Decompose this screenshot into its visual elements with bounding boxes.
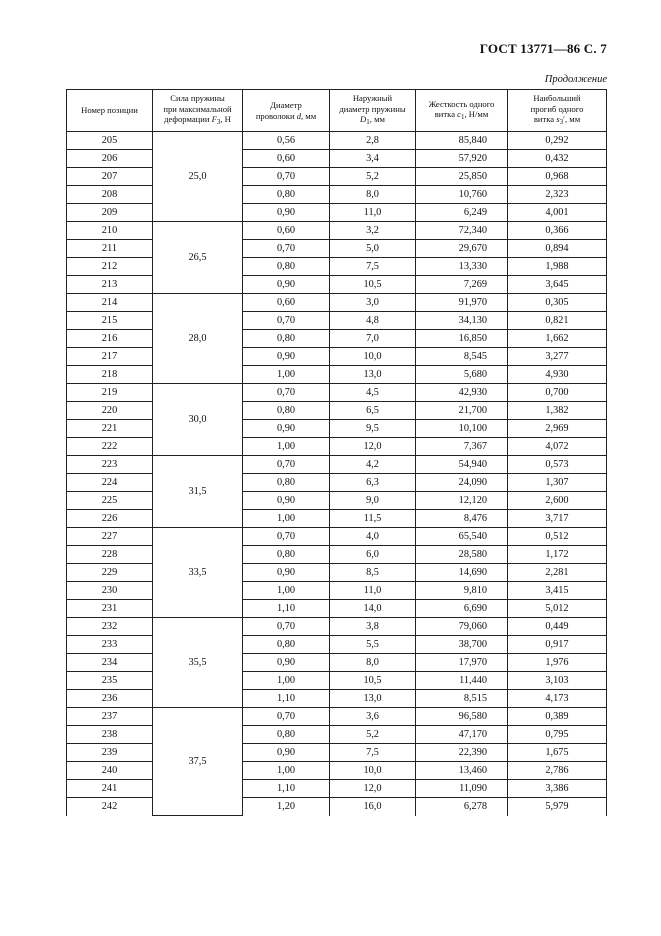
cell-outer-diameter: 7,5 <box>330 744 416 762</box>
cell-deflection: 0,305 <box>508 294 607 312</box>
cell-wire-diameter: 0,80 <box>243 474 330 492</box>
cell-outer-diameter: 9,0 <box>330 492 416 510</box>
cell-deflection: 4,072 <box>508 438 607 456</box>
column-header-position: Номер позиции <box>67 90 153 132</box>
cell-outer-diameter: 6,5 <box>330 402 416 420</box>
cell-position: 224 <box>67 474 153 492</box>
table-row <box>67 618 607 636</box>
cell-wire-diameter: 0,80 <box>243 546 330 564</box>
cell-deflection: 2,600 <box>508 492 607 510</box>
cell-stiffness: 57,920 <box>416 150 508 168</box>
cell-wire-diameter: 0,80 <box>243 726 330 744</box>
cell-deflection: 3,717 <box>508 510 607 528</box>
cell-deflection: 1,172 <box>508 546 607 564</box>
cell-deflection: 5,012 <box>508 600 607 618</box>
cell-stiffness: 13,460 <box>416 762 508 780</box>
table-row <box>67 798 607 816</box>
cell-wire-diameter: 1,00 <box>243 762 330 780</box>
cell-wire-diameter: 0,90 <box>243 654 330 672</box>
cell-outer-diameter: 11,5 <box>330 510 416 528</box>
column-header-wire-diameter: Диаметр проволоки d, мм <box>243 90 330 132</box>
cell-stiffness: 21,700 <box>416 402 508 420</box>
cell-deflection: 4,930 <box>508 366 607 384</box>
cell-stiffness: 24,090 <box>416 474 508 492</box>
cell-deflection: 2,786 <box>508 762 607 780</box>
cell-outer-diameter: 6,3 <box>330 474 416 492</box>
cell-wire-diameter: 1,10 <box>243 690 330 708</box>
cell-outer-diameter: 5,2 <box>330 726 416 744</box>
table-row <box>67 348 607 366</box>
cell-outer-diameter: 11,0 <box>330 582 416 600</box>
cell-position: 239 <box>67 744 153 762</box>
cell-outer-diameter: 3,0 <box>330 294 416 312</box>
table-row <box>67 222 607 240</box>
table-row <box>67 654 607 672</box>
cell-stiffness: 13,330 <box>416 258 508 276</box>
cell-stiffness: 12,120 <box>416 492 508 510</box>
cell-deflection: 0,366 <box>508 222 607 240</box>
cell-stiffness: 14,690 <box>416 564 508 582</box>
column-header-deflection: Наибольший прогиб одного витка $s_3'$, мм <box>508 90 607 132</box>
cell-stiffness: 8,545 <box>416 348 508 366</box>
table-header-row <box>67 90 607 132</box>
cell-wire-diameter: 0,70 <box>243 708 330 726</box>
cell-position: 206 <box>67 150 153 168</box>
cell-outer-diameter: 12,0 <box>330 438 416 456</box>
cell-force: 31,5 <box>153 456 243 528</box>
cell-outer-diameter: 10,0 <box>330 762 416 780</box>
table-row <box>67 726 607 744</box>
cell-deflection: 1,675 <box>508 744 607 762</box>
cell-deflection: 1,662 <box>508 330 607 348</box>
cell-wire-diameter: 0,80 <box>243 330 330 348</box>
cell-force: 26,5 <box>153 222 243 294</box>
cell-wire-diameter: 0,80 <box>243 636 330 654</box>
table-row <box>67 510 607 528</box>
cell-deflection: 1,988 <box>508 258 607 276</box>
cell-position: 236 <box>67 690 153 708</box>
cell-stiffness: 91,970 <box>416 294 508 312</box>
cell-outer-diameter: 5,2 <box>330 168 416 186</box>
cell-wire-diameter: 0,90 <box>243 744 330 762</box>
cell-outer-diameter: 13,0 <box>330 366 416 384</box>
cell-stiffness: 47,170 <box>416 726 508 744</box>
cell-outer-diameter: 3,8 <box>330 618 416 636</box>
cell-deflection: 2,969 <box>508 420 607 438</box>
cell-deflection: 3,386 <box>508 780 607 798</box>
table-row <box>67 780 607 798</box>
cell-outer-diameter: 16,0 <box>330 798 416 816</box>
cell-outer-diameter: 8,5 <box>330 564 416 582</box>
cell-wire-diameter: 1,10 <box>243 600 330 618</box>
cell-outer-diameter: 7,0 <box>330 330 416 348</box>
cell-wire-diameter: 0,70 <box>243 384 330 402</box>
cell-deflection: 2,281 <box>508 564 607 582</box>
cell-outer-diameter: 14,0 <box>330 600 416 618</box>
cell-stiffness: 6,278 <box>416 798 508 816</box>
cell-stiffness: 34,130 <box>416 312 508 330</box>
cell-wire-diameter: 0,80 <box>243 402 330 420</box>
cell-position: 234 <box>67 654 153 672</box>
cell-wire-diameter: 0,70 <box>243 240 330 258</box>
table-row <box>67 312 607 330</box>
table-row <box>67 186 607 204</box>
cell-deflection: 0,795 <box>508 726 607 744</box>
cell-wire-diameter: 1,00 <box>243 438 330 456</box>
cell-force: 37,5 <box>153 708 243 816</box>
table-row <box>67 384 607 402</box>
cell-outer-diameter: 4,0 <box>330 528 416 546</box>
cell-stiffness: 85,840 <box>416 132 508 150</box>
cell-outer-diameter: 5,0 <box>330 240 416 258</box>
cell-stiffness: 16,850 <box>416 330 508 348</box>
cell-stiffness: 6,249 <box>416 204 508 222</box>
cell-wire-diameter: 0,70 <box>243 456 330 474</box>
cell-deflection: 0,292 <box>508 132 607 150</box>
cell-outer-diameter: 4,8 <box>330 312 416 330</box>
cell-position: 225 <box>67 492 153 510</box>
cell-wire-diameter: 0,80 <box>243 186 330 204</box>
cell-wire-diameter: 0,60 <box>243 294 330 312</box>
cell-outer-diameter: 3,2 <box>330 222 416 240</box>
table-row <box>67 132 607 150</box>
cell-position: 238 <box>67 726 153 744</box>
cell-position: 226 <box>67 510 153 528</box>
table-row <box>67 546 607 564</box>
cell-stiffness: 96,580 <box>416 708 508 726</box>
cell-deflection: 0,449 <box>508 618 607 636</box>
cell-deflection: 4,173 <box>508 690 607 708</box>
table-row <box>67 600 607 618</box>
cell-position: 223 <box>67 456 153 474</box>
cell-outer-diameter: 13,0 <box>330 690 416 708</box>
cell-position: 205 <box>67 132 153 150</box>
cell-stiffness: 38,700 <box>416 636 508 654</box>
cell-position: 214 <box>67 294 153 312</box>
table-row <box>67 240 607 258</box>
cell-deflection: 4,001 <box>508 204 607 222</box>
cell-wire-diameter: 0,90 <box>243 564 330 582</box>
cell-deflection: 3,645 <box>508 276 607 294</box>
table-row <box>67 330 607 348</box>
cell-position: 241 <box>67 780 153 798</box>
cell-outer-diameter: 8,0 <box>330 654 416 672</box>
cell-position: 237 <box>67 708 153 726</box>
cell-deflection: 0,894 <box>508 240 607 258</box>
cell-stiffness: 8,476 <box>416 510 508 528</box>
cell-position: 216 <box>67 330 153 348</box>
cell-stiffness: 9,810 <box>416 582 508 600</box>
cell-stiffness: 10,100 <box>416 420 508 438</box>
cell-wire-diameter: 1,10 <box>243 780 330 798</box>
cell-position: 218 <box>67 366 153 384</box>
cell-stiffness: 54,940 <box>416 456 508 474</box>
table-row <box>67 402 607 420</box>
table-row <box>67 438 607 456</box>
cell-deflection: 0,573 <box>508 456 607 474</box>
cell-outer-diameter: 3,6 <box>330 708 416 726</box>
cell-position: 208 <box>67 186 153 204</box>
cell-outer-diameter: 4,5 <box>330 384 416 402</box>
cell-wire-diameter: 1,00 <box>243 510 330 528</box>
cell-stiffness: 7,269 <box>416 276 508 294</box>
cell-wire-diameter: 1,00 <box>243 366 330 384</box>
cell-deflection: 1,382 <box>508 402 607 420</box>
table-row <box>67 420 607 438</box>
cell-position: 207 <box>67 168 153 186</box>
cell-wire-diameter: 0,60 <box>243 150 330 168</box>
cell-deflection: 3,103 <box>508 672 607 690</box>
cell-wire-diameter: 1,20 <box>243 798 330 816</box>
cell-deflection: 0,821 <box>508 312 607 330</box>
cell-force: 25,0 <box>153 132 243 222</box>
cell-deflection: 0,432 <box>508 150 607 168</box>
cell-wire-diameter: 0,56 <box>243 132 330 150</box>
table-row <box>67 366 607 384</box>
cell-force: 28,0 <box>153 294 243 384</box>
cell-deflection: 0,968 <box>508 168 607 186</box>
cell-stiffness: 17,970 <box>416 654 508 672</box>
cell-deflection: 0,512 <box>508 528 607 546</box>
table-body <box>67 132 607 816</box>
cell-outer-diameter: 3,4 <box>330 150 416 168</box>
cell-stiffness: 11,440 <box>416 672 508 690</box>
cell-outer-diameter: 4,2 <box>330 456 416 474</box>
cell-wire-diameter: 1,00 <box>243 582 330 600</box>
cell-wire-diameter: 0,70 <box>243 168 330 186</box>
cell-wire-diameter: 0,90 <box>243 492 330 510</box>
cell-stiffness: 11,090 <box>416 780 508 798</box>
cell-stiffness: 6,690 <box>416 600 508 618</box>
cell-force: 33,5 <box>153 528 243 618</box>
cell-wire-diameter: 0,90 <box>243 276 330 294</box>
cell-stiffness: 29,670 <box>416 240 508 258</box>
cell-outer-diameter: 9,5 <box>330 420 416 438</box>
table-row <box>67 492 607 510</box>
cell-position: 219 <box>67 384 153 402</box>
cell-wire-diameter: 0,70 <box>243 312 330 330</box>
cell-wire-diameter: 0,70 <box>243 618 330 636</box>
cell-outer-diameter: 6,0 <box>330 546 416 564</box>
cell-wire-diameter: 0,90 <box>243 348 330 366</box>
table-row <box>67 672 607 690</box>
cell-outer-diameter: 8,0 <box>330 186 416 204</box>
cell-position: 232 <box>67 618 153 636</box>
cell-stiffness: 7,367 <box>416 438 508 456</box>
cell-position: 240 <box>67 762 153 780</box>
table-row <box>67 564 607 582</box>
cell-force: 35,5 <box>153 618 243 708</box>
cell-position: 233 <box>67 636 153 654</box>
cell-position: 221 <box>67 420 153 438</box>
cell-deflection: 1,976 <box>508 654 607 672</box>
cell-position: 230 <box>67 582 153 600</box>
cell-position: 242 <box>67 798 153 816</box>
cell-stiffness: 10,760 <box>416 186 508 204</box>
cell-wire-diameter: 0,90 <box>243 204 330 222</box>
table-row <box>67 744 607 762</box>
continuation-label: Продолжение <box>544 74 607 85</box>
table-row <box>67 582 607 600</box>
cell-deflection: 0,389 <box>508 708 607 726</box>
cell-wire-diameter: 0,80 <box>243 258 330 276</box>
table-row <box>67 636 607 654</box>
cell-outer-diameter: 10,5 <box>330 672 416 690</box>
cell-position: 209 <box>67 204 153 222</box>
cell-deflection: 2,323 <box>508 186 607 204</box>
table-row <box>67 528 607 546</box>
column-header-outer-diameter: Наружный диаметр пружины $D_1$, мм <box>330 90 416 132</box>
cell-wire-diameter: 0,90 <box>243 420 330 438</box>
cell-deflection: 3,415 <box>508 582 607 600</box>
table-row <box>67 456 607 474</box>
cell-stiffness: 8,515 <box>416 690 508 708</box>
cell-stiffness: 65,540 <box>416 528 508 546</box>
cell-position: 222 <box>67 438 153 456</box>
cell-outer-diameter: 10,0 <box>330 348 416 366</box>
cell-wire-diameter: 0,60 <box>243 222 330 240</box>
cell-position: 212 <box>67 258 153 276</box>
cell-position: 217 <box>67 348 153 366</box>
cell-stiffness: 79,060 <box>416 618 508 636</box>
cell-deflection: 5,979 <box>508 798 607 816</box>
spring-parameters-table <box>66 89 607 816</box>
table-row <box>67 294 607 312</box>
cell-outer-diameter: 7,5 <box>330 258 416 276</box>
cell-position: 229 <box>67 564 153 582</box>
cell-outer-diameter: 10,5 <box>330 276 416 294</box>
cell-position: 213 <box>67 276 153 294</box>
cell-position: 220 <box>67 402 153 420</box>
cell-wire-diameter: 1,00 <box>243 672 330 690</box>
table-row <box>67 474 607 492</box>
table-row <box>67 690 607 708</box>
cell-deflection: 3,277 <box>508 348 607 366</box>
cell-deflection: 0,700 <box>508 384 607 402</box>
table-row <box>67 168 607 186</box>
cell-position: 227 <box>67 528 153 546</box>
cell-force: 30,0 <box>153 384 243 456</box>
cell-stiffness: 42,930 <box>416 384 508 402</box>
table-row <box>67 762 607 780</box>
cell-outer-diameter: 12,0 <box>330 780 416 798</box>
cell-position: 231 <box>67 600 153 618</box>
cell-stiffness: 28,580 <box>416 546 508 564</box>
cell-stiffness: 5,680 <box>416 366 508 384</box>
cell-position: 228 <box>67 546 153 564</box>
cell-outer-diameter: 11,0 <box>330 204 416 222</box>
cell-stiffness: 25,850 <box>416 168 508 186</box>
cell-outer-diameter: 2,8 <box>330 132 416 150</box>
cell-deflection: 0,917 <box>508 636 607 654</box>
table-row <box>67 204 607 222</box>
cell-position: 235 <box>67 672 153 690</box>
column-header-stiffness: Жесткость одного витка $c_1$, Н/мм <box>416 90 508 132</box>
table-row <box>67 276 607 294</box>
table-row <box>67 150 607 168</box>
cell-deflection: 1,307 <box>508 474 607 492</box>
cell-position: 215 <box>67 312 153 330</box>
cell-position: 211 <box>67 240 153 258</box>
table-row <box>67 258 607 276</box>
cell-outer-diameter: 5,5 <box>330 636 416 654</box>
column-header-force: Сила пружины при максимальной деформации $F_3$, Н <box>153 90 243 132</box>
table-row <box>67 708 607 726</box>
page-title: ГОСТ 13771—86 С. 7 <box>479 41 607 56</box>
cell-stiffness: 22,390 <box>416 744 508 762</box>
cell-wire-diameter: 0,70 <box>243 528 330 546</box>
cell-position: 210 <box>67 222 153 240</box>
cell-stiffness: 72,340 <box>416 222 508 240</box>
